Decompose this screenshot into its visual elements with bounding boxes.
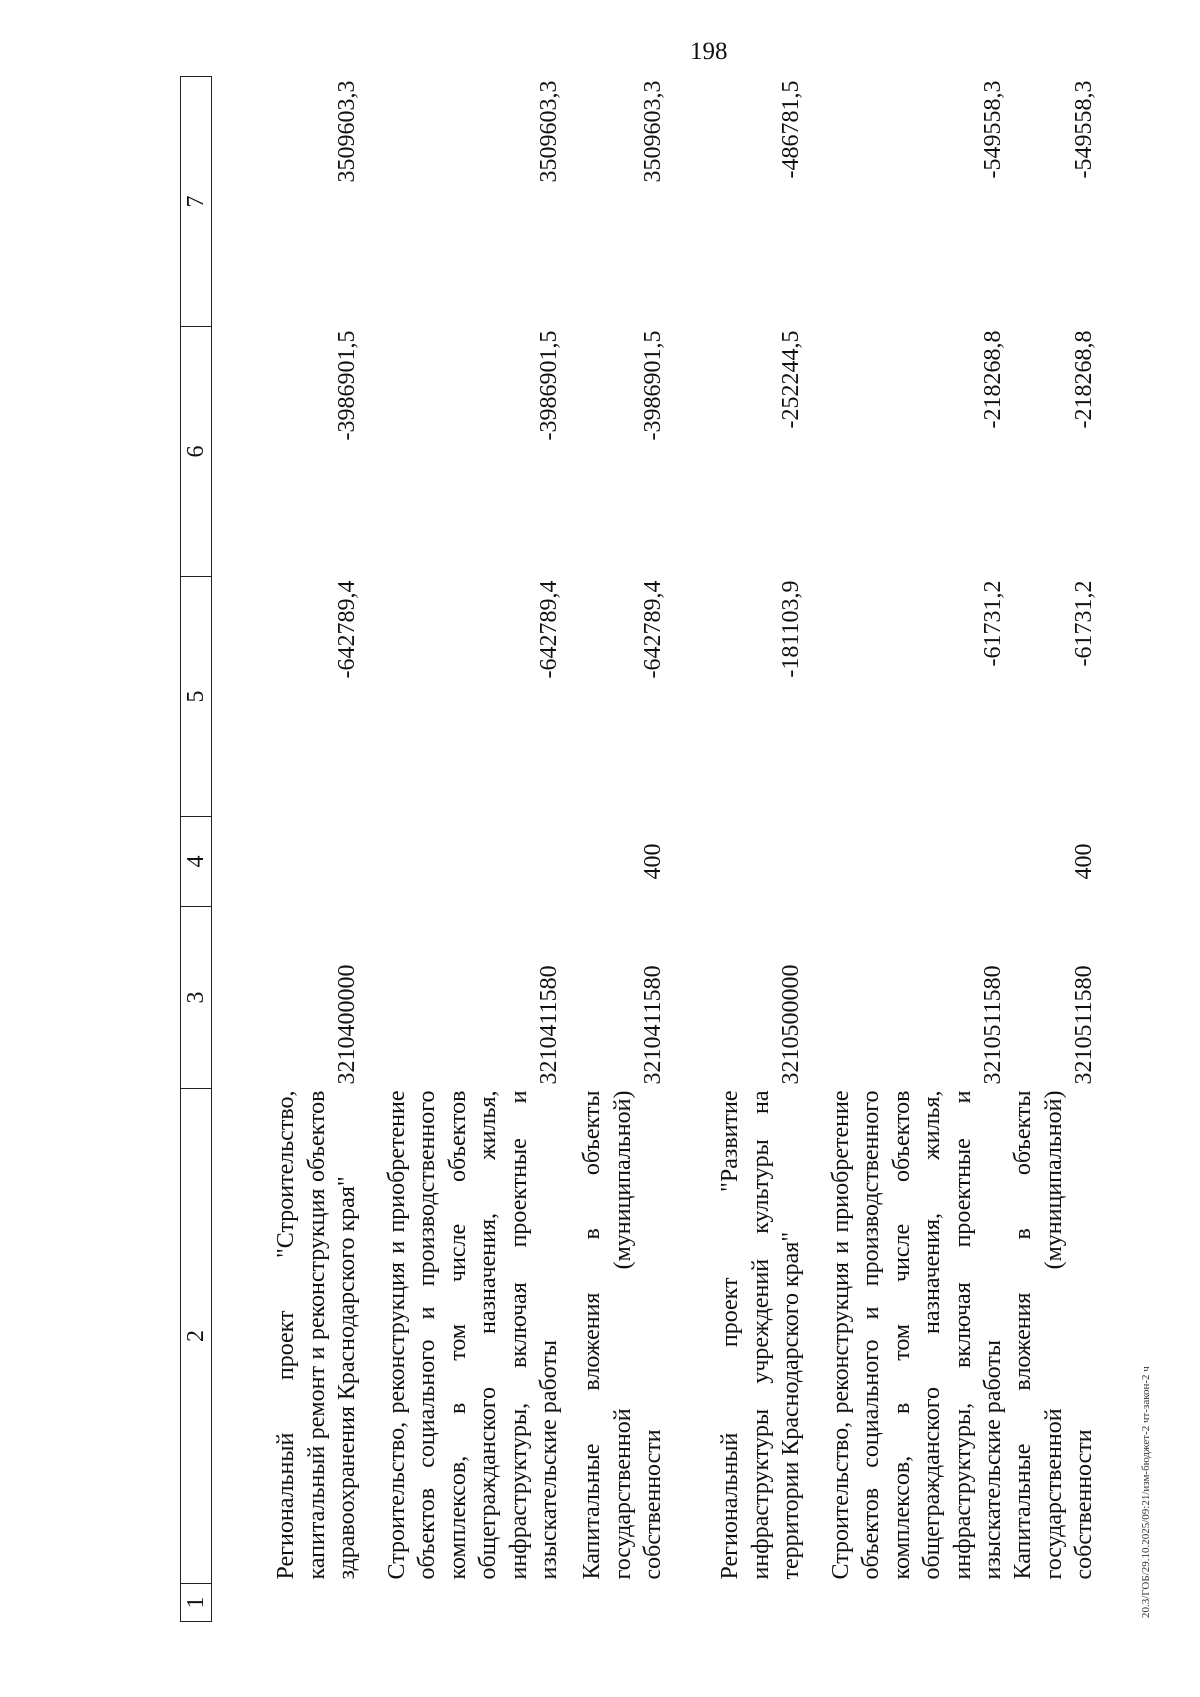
row-code: 3210511580 [1071,965,1098,1085]
row-kind: 400 [1071,843,1098,880]
header-cell-1: 1 [181,1584,212,1622]
row-code: 3210500000 [778,964,804,1085]
table-row [362,77,564,1622]
table-row [668,77,806,1622]
row-index-cell [668,1584,806,1622]
row-index-cell [212,1584,363,1622]
row-value-5: -181103,9 [778,580,804,678]
header-row [181,77,212,1622]
row-index-cell [564,1584,668,1622]
row-value-7: -549558,3 [1071,80,1098,179]
row-value-5: -642789,4 [334,580,360,679]
row-index-cell [362,1584,564,1622]
row-value-7: -549558,3 [980,80,1006,179]
row-value-6: -218268,8 [980,330,1006,429]
row-kind [212,817,363,907]
row-value-5: -642789,4 [536,580,562,679]
row-name: Региональный проект "Строительство, капитальный ремонт и реконструкция объектов здравоохранения Краснодарского края" [273,1090,360,1580]
table-row [212,77,363,1622]
table-row [1008,77,1099,1622]
row-code: 3210400000 [334,964,360,1085]
row-value-6: -3986901,5 [536,330,562,441]
header-cell-4: 4 [181,817,212,907]
row-name: Строительство, реконструкция и приобретение объектов социального и производственного комплексов, в том числе объектов общегражданского назначения, жилья, инфраструктуры, включая проектные и изыскательские работы [383,1090,562,1580]
row-value-7: -486781,5 [778,80,804,179]
row-value-5: -642789,4 [640,580,666,679]
row-kind [668,817,806,907]
row-code: 3210411580 [536,965,562,1085]
header-cell-6: 6 [181,327,212,577]
row-code: 3210411580 [640,965,666,1085]
header-cell-5: 5 [181,577,212,817]
header-cell-7: 7 [181,77,212,327]
row-kind [362,817,564,907]
rotated-table-container [180,77,1098,1622]
row-value-7: 3509603,3 [640,80,666,183]
row-name: Капитальные вложения в объекты государственной (муниципальной) собственности [579,1090,666,1580]
row-kind [806,817,1008,907]
row-name: Региональный проект "Развитие инфраструктуры учреждений культуры на территории Краснодарского края" [717,1090,804,1580]
row-value-5: -61731,2 [980,580,1006,667]
table-row [806,77,1008,1622]
row-index-cell [1008,1584,1099,1622]
header-cell-2: 2 [181,1089,212,1584]
header-cell-3: 3 [181,907,212,1089]
budget-table [180,76,1100,1622]
footer-code: 20.3/ГОБ/29.10.2025/09:21/изм-бюджет-2 чт-закон-2 ч [1140,1366,1152,1618]
row-value-7: 3509603,3 [536,80,562,183]
row-value-6: -252244,5 [778,330,804,429]
row-value-6: -3986901,5 [334,330,360,441]
row-value-5: -61731,2 [1071,580,1098,667]
row-value-6: -218268,8 [1071,330,1098,429]
row-value-6: -3986901,5 [640,330,666,441]
row-name: Капитальные вложения в объекты государственной (муниципальной) собственности [1010,1090,1098,1580]
row-name: Строительство, реконструкция и приобретение объектов социального и производственного комплексов, в том числе объектов общегражданского назначения, жилья, инфраструктуры, включая проектные и изыскательские работы [827,1090,1006,1580]
table-row [564,77,668,1622]
row-kind: 400 [640,843,666,880]
row-value-7: 3509603,3 [334,80,360,183]
page-number: 198 [690,38,728,65]
row-index-cell [806,1584,1008,1622]
row-code: 3210511580 [980,965,1006,1085]
